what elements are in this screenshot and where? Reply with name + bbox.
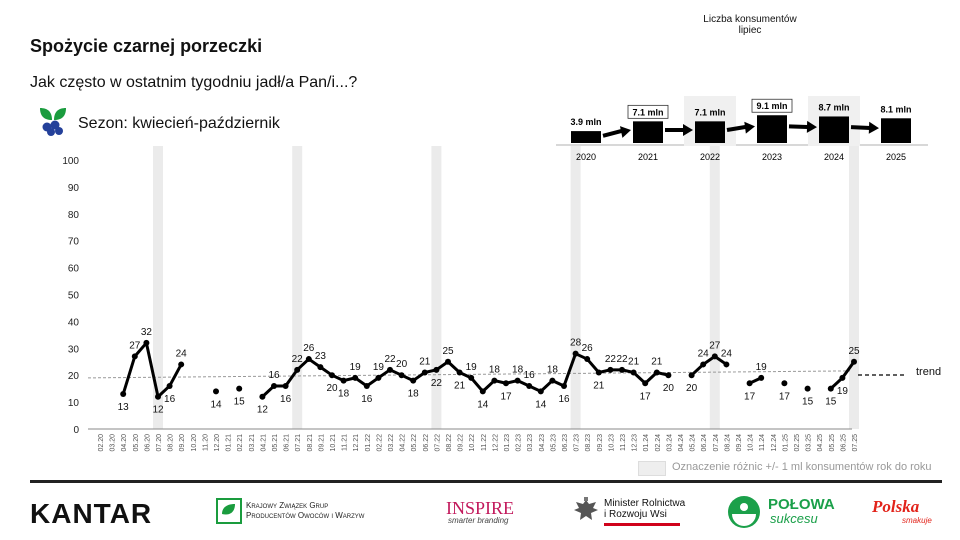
x-tick-label-11.23: 11.23 (620, 434, 627, 451)
x-tick-label-09.23: 09.23 (596, 434, 604, 452)
x-tick-label-08.20: 08.20 (167, 434, 175, 452)
x-tick-label-05.20: 05.20 (132, 434, 140, 452)
data-label-06.20: 32 (140, 326, 152, 338)
data-label-11.21: 18 (338, 388, 350, 400)
polowa-logo-line2: sukcesu (770, 511, 818, 526)
bar-arrowhead-2020 (620, 126, 631, 138)
x-tick-label-06.22: 06.22 (422, 434, 430, 452)
x-tick-label-07.23: 07.23 (573, 434, 581, 452)
x-tick-label-09.24: 09.24 (736, 434, 743, 452)
x-tick-label-05.21: 05.21 (272, 434, 279, 452)
y-tick-label: 60 (67, 263, 79, 275)
data-label-05.22: 18 (407, 388, 419, 400)
data-label-03.23: 16 (523, 369, 535, 381)
x-tick-label-08.23: 08.23 (585, 434, 593, 452)
x-tick-label-06.21: 06.21 (283, 434, 291, 452)
x-tick-label-12.21: 12.21 (353, 434, 361, 452)
bar-year-2024: 2024 (823, 152, 845, 162)
x-tick-label-09.21: 09.21 (318, 434, 326, 452)
x-tick-label-01.23: 01.23 (504, 434, 511, 452)
data-label-03.25: 15 (802, 396, 814, 408)
y-tick-label: 10 (67, 398, 79, 410)
bar-year-2025: 2025 (885, 152, 907, 162)
data-label-08.22: 25 (442, 345, 454, 357)
inspire-logo: INSPIRE (446, 498, 515, 518)
y-tick-label: 70 (67, 236, 79, 248)
data-label-03.22: 22 (384, 353, 396, 365)
x-tick-label-01.25: 01.25 (782, 434, 790, 452)
x-tick-label-03.20: 03.20 (109, 434, 117, 452)
x-tick-label-12.24: 12.24 (770, 434, 778, 452)
x-tick-label-09.20: 09.20 (179, 434, 187, 452)
data-label-02.22: 19 (372, 361, 384, 373)
ministry-line2: i Rozwoju Wsi (604, 509, 667, 520)
data-label-05.23: 18 (546, 364, 558, 376)
x-tick-label-05.22: 05.22 (411, 434, 419, 452)
data-label-09.22: 21 (454, 380, 466, 392)
x-tick-label-07.22: 07.22 (434, 434, 442, 452)
x-tick-label-02.22: 02.22 (376, 434, 384, 452)
x-tick-label-01.22: 01.22 (364, 434, 372, 452)
data-label-07.23: 28 (570, 337, 582, 349)
x-tick-label-11.20: 11.20 (202, 434, 210, 451)
data-label-10.24: 17 (744, 391, 756, 403)
data-label-05.20: 27 (129, 340, 141, 352)
x-tick-label-03.22: 03.22 (388, 434, 395, 452)
bar-label-2022: 7.1 mln (694, 107, 726, 118)
x-tick-label-07.24: 07.24 (712, 434, 720, 452)
data-label-02.23: 18 (512, 364, 524, 376)
x-tick-label-03.23: 03.23 (527, 434, 535, 452)
data-label-06.22: 21 (419, 356, 431, 368)
y-tick-label: 80 (67, 209, 79, 221)
data-label-01.25: 17 (778, 391, 790, 403)
data-label-08.21: 26 (303, 343, 315, 355)
x-tick-label-04.21: 04.21 (260, 434, 268, 452)
x-tick-label-11.22: 11.22 (480, 434, 488, 451)
x-tick-label-10.20: 10.20 (190, 434, 198, 452)
data-label-02.24: 21 (651, 356, 663, 368)
y-tick-label: 50 (67, 290, 79, 302)
season-label: Sezon: kwiecień-październik (78, 115, 280, 132)
kzg-line1: Krajowy Związek Grup (246, 501, 329, 510)
bar-2021 (633, 121, 663, 143)
x-tick-label-06.23: 06.23 (562, 434, 569, 452)
data-label-09.23: 21 (593, 380, 605, 392)
x-tick-label-01.21: 01.21 (225, 434, 233, 452)
x-tick-label-02.20: 02.20 (98, 434, 105, 452)
x-tick-label-02.25: 02.25 (794, 434, 801, 452)
x-tick-label-04.25: 04.25 (817, 434, 825, 452)
x-tick-label-05.24: 05.24 (689, 434, 697, 452)
data-label-05.21: 16 (268, 369, 280, 381)
data-label-08.20: 16 (164, 393, 176, 405)
polska-smakuje-tagline: smakuje (902, 516, 932, 525)
x-tick-label-09.22: 09.22 (457, 434, 465, 452)
consumers-title-line2: lipiec (738, 25, 762, 36)
data-label-01.24: 17 (639, 391, 651, 403)
ministry-logo-text (604, 498, 685, 520)
data-label-04.20: 13 (117, 402, 129, 414)
bar-label-2024: 8.7 mln (818, 102, 850, 113)
chart-subtitle: Jak często w ostatnim tygodniu jadł/a Pan/i...? (30, 74, 358, 91)
x-tick-label-10.21: 10.21 (330, 434, 337, 452)
x-tick-label-11.21: 11.21 (341, 434, 349, 451)
x-tick-label-02.21: 02.21 (237, 434, 245, 452)
x-tick-label-02.23: 02.23 (515, 434, 523, 452)
y-tick-label: 100 (62, 156, 79, 167)
x-tick-label-04.24: 04.24 (678, 434, 685, 452)
x-tick-label-04.22: 04.22 (399, 434, 407, 452)
data-label-06.21: 16 (280, 393, 292, 405)
data-label-07.21: 22 (291, 353, 303, 365)
x-tick-label-05.25: 05.25 (828, 434, 836, 452)
kantar-logo: KANTAR (30, 498, 153, 529)
consumers-title-line1: Liczba konsumentów (703, 14, 797, 25)
data-label-11.22: 14 (477, 399, 489, 411)
x-tick-label-12.20: 12.20 (214, 434, 221, 452)
inspire-tagline: smarter branding (448, 516, 509, 525)
data-label-04.22: 20 (396, 359, 408, 371)
data-label-10.22: 19 (465, 361, 477, 373)
data-label-09.21: 23 (314, 351, 326, 363)
ministry-red-bar (604, 523, 680, 526)
bar-label-2023: 9.1 mln (756, 101, 788, 112)
x-tick-label-11.24: 11.24 (759, 434, 767, 451)
data-label-06.25: 19 (836, 385, 848, 397)
bar-year-2020: 2020 (575, 152, 597, 162)
data-label-12.20: 14 (210, 399, 222, 411)
y-tick-label: 30 (67, 344, 79, 356)
data-label-04.21: 12 (256, 404, 268, 416)
data-label-12.22: 18 (488, 364, 500, 376)
x-tick-label-08.22: 08.22 (446, 434, 453, 452)
polowa-logo-line1: POŁOWA (768, 496, 835, 513)
data-label-07.25: 25 (848, 345, 860, 357)
data-label-06.23: 16 (558, 393, 570, 405)
bar-year-2023: 2023 (761, 152, 783, 162)
x-tick-label-12.23: 12.23 (631, 434, 639, 452)
bar-year-2022: 2022 (699, 152, 721, 162)
x-tick-label-03.24: 03.24 (666, 434, 674, 452)
x-tick-label-07.20: 07.20 (156, 434, 163, 452)
x-tick-label-12.22: 12.22 (492, 434, 500, 452)
data-label-02.21: 15 (233, 396, 245, 408)
legend-label: Oznaczenie różnic +/- 1 ml konsumentów rok do roku (672, 461, 932, 473)
x-tick-label-10.22: 10.22 (469, 434, 477, 452)
x-tick-label-06.25: 06.25 (840, 434, 848, 452)
x-tick-label-06.24: 06.24 (701, 434, 709, 452)
data-label-05.25: 15 (825, 396, 837, 408)
kzg-logo-icon (216, 498, 242, 524)
bar-year-2021: 2021 (637, 152, 659, 162)
data-label-06.24: 24 (697, 348, 709, 360)
y-tick-label: 0 (73, 425, 79, 436)
data-label-05.24: 20 (686, 383, 698, 395)
data-label-12.21: 19 (349, 361, 361, 373)
data-label-11.23: 22 (616, 353, 628, 365)
kzg-logo-text (246, 501, 364, 521)
x-tick-label-10.23: 10.23 (608, 434, 616, 452)
ministry-line1: Minister Rolnictwa (604, 498, 686, 509)
x-tick-label-03.21: 03.21 (248, 434, 256, 452)
trend-label: trend (916, 366, 942, 378)
bar-label-2025: 8.1 mln (880, 104, 912, 115)
x-tick-label-08.21: 08.21 (306, 434, 314, 452)
x-tick-label-07.21: 07.21 (295, 434, 303, 452)
data-label-01.22: 16 (361, 393, 373, 405)
kzg-line2: Producentów Owoców i Warzyw (246, 511, 365, 520)
data-label-07.24: 27 (709, 340, 721, 352)
y-tick-label: 20 (67, 371, 79, 383)
bar-label-2020: 3.9 mln (570, 117, 602, 128)
bar-2023 (757, 115, 787, 143)
x-tick-label-05.23: 05.23 (550, 434, 558, 452)
chart-title: Spożycie czarnej porzeczki (30, 36, 263, 56)
data-label-07.22: 22 (430, 377, 442, 389)
x-tick-label-06.20: 06.20 (144, 434, 152, 452)
x-tick-label-02.24: 02.24 (654, 434, 662, 452)
eagle-emblem-icon (572, 496, 600, 526)
data-label-01.23: 17 (500, 391, 512, 403)
y-tick-label: 40 (67, 317, 79, 329)
x-tick-label-01.24: 01.24 (643, 434, 651, 452)
x-tick-label-03.25: 03.25 (805, 434, 813, 452)
legend-swatch (638, 461, 666, 476)
bar-2025 (881, 118, 911, 143)
data-label-08.24: 24 (720, 348, 732, 360)
polska-smakuje-logo: Polska (872, 497, 920, 516)
bar-label-2021: 7.1 mln (632, 107, 664, 118)
data-label-10.21: 20 (326, 383, 338, 395)
x-tick-label-04.20: 04.20 (121, 434, 129, 452)
bar-arrowhead-2022 (744, 122, 755, 134)
x-tick-label-08.24: 08.24 (724, 434, 732, 452)
data-label-09.20: 24 (175, 348, 187, 360)
footer-divider (30, 480, 942, 483)
polowa-sukcesu-icon (724, 494, 764, 530)
bar-arrowhead-2024 (869, 122, 879, 134)
x-tick-label-10.24: 10.24 (747, 434, 755, 452)
bar-2022 (695, 121, 725, 143)
x-tick-label-07.25: 07.25 (852, 434, 859, 452)
data-label-10.23: 22 (604, 353, 616, 365)
data-label-12.23: 21 (628, 356, 640, 368)
bar-2020 (571, 131, 601, 143)
data-label-07.20: 12 (152, 404, 164, 416)
data-label-11.24: 19 (755, 361, 767, 373)
x-tick-label-04.23: 04.23 (538, 434, 546, 452)
data-label-03.24: 20 (662, 383, 674, 395)
data-label-08.23: 26 (581, 343, 593, 355)
data-label-04.23: 14 (535, 399, 547, 411)
bar-2024 (819, 116, 849, 143)
y-tick-label: 90 (67, 182, 79, 194)
